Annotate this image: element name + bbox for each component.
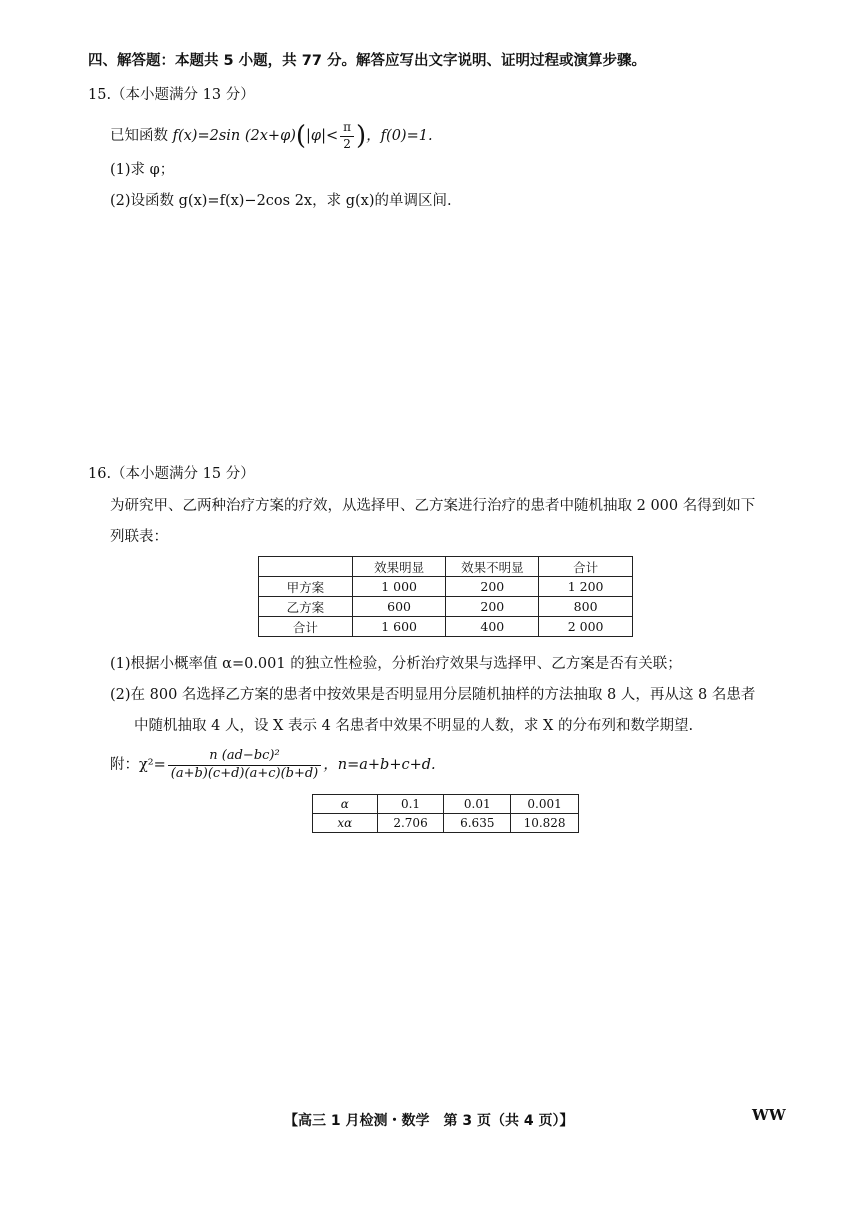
table-cell: 800 — [539, 597, 633, 617]
table-cell: 1 600 — [352, 617, 446, 637]
table-header-row — [259, 557, 633, 577]
q16-part1: (1)根据小概率值 α=0.001 的独立性检验，分析治疗效果与选择甲、乙方案是否有关联； — [110, 656, 682, 672]
table-cell: 0.001 — [511, 795, 579, 814]
q16-part2-line2: 中随机抽取 4 人，设 X 表示 4 名患者中效果不明显的人数，求 X 的分布列和数学期望. — [134, 718, 694, 734]
pi-over-two-fraction — [340, 121, 354, 150]
q16-title: 16.（本小题满分 15 分） — [88, 466, 255, 482]
table-cell: 2.706 — [377, 814, 444, 833]
table-cell: 600 — [352, 597, 446, 617]
table-cell: 效果明显 — [352, 557, 446, 577]
q15-title: 15.（本小题满分 13 分） — [88, 87, 255, 103]
table-cell: 乙方案 — [259, 597, 353, 617]
table-row — [313, 814, 579, 833]
appendix-prefix: 附：χ²= — [110, 757, 166, 773]
critical-value-table — [312, 794, 579, 833]
table-cell: 6.635 — [444, 814, 511, 833]
table-cell: α — [313, 795, 378, 814]
page-footer: 【高三 1 月检测・数学 第 3 页（共 4 页）】 — [284, 1113, 574, 1129]
table-cell: 200 — [446, 577, 539, 597]
table-cell: 1 000 — [352, 577, 446, 597]
table-cell — [259, 557, 353, 577]
q15-part1: (1)求 φ； — [110, 162, 175, 178]
right-paren: ) — [356, 121, 367, 151]
table-row — [259, 617, 633, 637]
corner-mark: WW — [752, 1106, 786, 1124]
q15-stem — [110, 120, 433, 152]
formula-suffix: ，n=a+b+c+d. — [323, 757, 436, 773]
table-cell: 1 200 — [539, 577, 633, 597]
q16-stem-line2: 列联表： — [110, 529, 168, 545]
formula-denominator: (a+b)(c+d)(a+c)(b+d) — [170, 765, 319, 781]
chi-square-formula — [110, 748, 436, 782]
table-cell: 0.01 — [444, 795, 511, 814]
formula-numerator: n (ad−bc)² — [168, 749, 322, 766]
q16-part2-line1: (2)在 800 名选择乙方案的患者中按效果是否明显用分层随机抽样的方法抽取 8 人，再从这 8 名患者 — [110, 687, 756, 703]
table-cell: xα — [313, 814, 378, 833]
q16-stem-line1: 为研究甲、乙两种治疗方案的疗效，从选择甲、乙方案进行治疗的患者中随机抽取 2 000 名得到如下 — [110, 498, 756, 514]
q15-stem-func: f(x)=2sin (2x+φ) — [172, 128, 296, 144]
table-cell: 甲方案 — [259, 577, 353, 597]
table-row — [259, 597, 633, 617]
chi-square-fraction — [168, 749, 322, 782]
table-cell: 10.828 — [511, 814, 579, 833]
q15-stem-prefix: 已知函数 — [110, 128, 173, 144]
table-cell: 200 — [446, 597, 539, 617]
contingency-table — [258, 556, 633, 637]
table-cell: 0.1 — [377, 795, 444, 814]
table-cell: 合计 — [539, 557, 633, 577]
table-cell: 合计 — [259, 617, 353, 637]
table-row — [259, 577, 633, 597]
fraction-denominator: 2 — [343, 136, 351, 151]
table-cell: 效果不明显 — [446, 557, 539, 577]
section-header: 四、解答题：本题共 5 小题，共 77 分。解答应写出文字说明、证明过程或演算步骤。 — [88, 53, 646, 69]
table-cell: 400 — [446, 617, 539, 637]
q15-stem-suffix: ，f(0)=1. — [366, 128, 433, 144]
q15-stem-cond: |φ|< — [306, 128, 339, 144]
fraction-numerator: π — [340, 121, 354, 136]
table-row — [313, 795, 579, 814]
q15-part2: (2)设函数 g(x)=f(x)−2cos 2x，求 g(x)的单调区间. — [110, 193, 452, 209]
left-paren: ( — [295, 121, 307, 151]
table-cell: 2 000 — [539, 617, 633, 637]
